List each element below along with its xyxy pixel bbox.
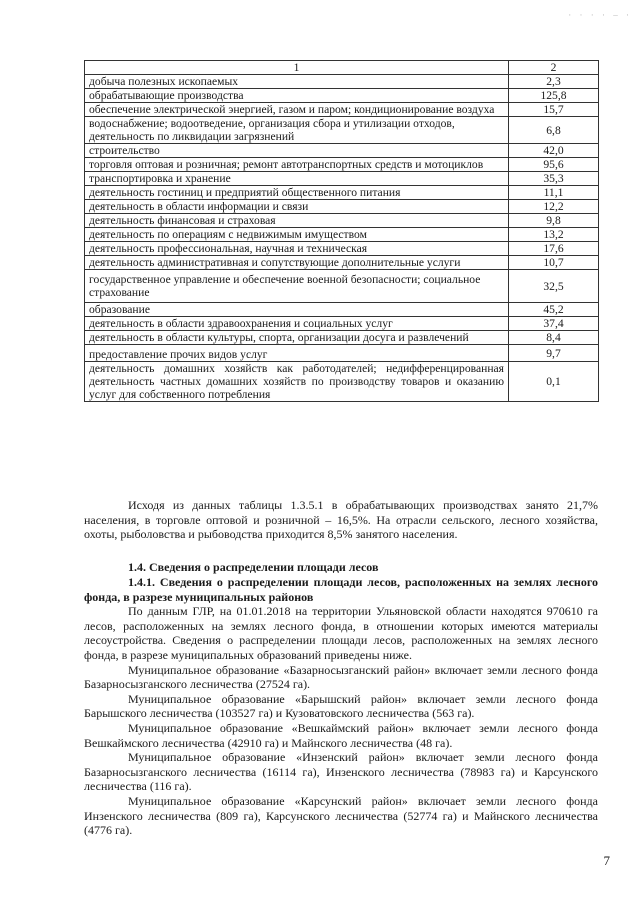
table-header-row xyxy=(85,61,599,75)
table-row xyxy=(85,362,599,402)
row-value: 17,6 xyxy=(509,242,599,256)
row-value: 45,2 xyxy=(509,303,599,317)
forest-distribution-block xyxy=(84,575,598,838)
row-label: деятельность профессиональная, научная и техническая xyxy=(85,242,509,256)
table-row xyxy=(85,200,599,214)
table-row xyxy=(85,75,599,89)
table-row xyxy=(85,186,599,200)
body-paragraph: Муниципальное образование «Инзенский район» включает земли лесного фонда Базарносызганского лесничества (16114 га), Инзенского лесничества (78983 га) и Карсунского лесничества (116 га). xyxy=(84,750,598,794)
row-label: деятельность административная и сопутствующие дополнительные услуги xyxy=(85,256,509,270)
row-value: 95,6 xyxy=(509,158,599,172)
table-row xyxy=(85,256,599,270)
body-paragraph: Муниципальное образование «Барышский район» включает земли лесного фонда Барышского лесничества (103527 га) и Кузоватовского лесничества (563 га). xyxy=(84,691,598,721)
row-value: 32,5 xyxy=(509,270,599,303)
row-value: 8,4 xyxy=(509,331,599,345)
table-header-cell: 2 xyxy=(509,61,599,75)
table-row xyxy=(85,158,599,172)
row-value: 15,7 xyxy=(509,103,599,117)
subsection-heading: 1.4.1. Сведения о распределении площади лесов, расположенных на землях лесного фонда, в разрезе муниципальных районов xyxy=(84,575,598,604)
table-row xyxy=(85,103,599,117)
row-value: 0,1 xyxy=(509,362,599,402)
table-row xyxy=(85,345,599,362)
row-value: 9,8 xyxy=(509,214,599,228)
summary-block xyxy=(84,498,598,542)
row-value: 11,1 xyxy=(509,186,599,200)
body-paragraph: Муниципальное образование «Вешкаймский район» включает земли лесного фонда Вешкаймского лесничества (42910 га) и Майнского лесничества (48 га). xyxy=(84,720,598,750)
row-value: 6,8 xyxy=(509,117,599,144)
row-label: деятельность гостиниц и предприятий общественного питания xyxy=(85,186,509,200)
table-row xyxy=(85,228,599,242)
row-label: обеспечение электрической энергией, газом и паром; кондиционирование воздуха xyxy=(85,103,509,117)
table-row xyxy=(85,242,599,256)
row-label: предоставление прочих видов услуг xyxy=(85,345,509,362)
row-label: деятельность по операциям с недвижимым имуществом xyxy=(85,228,509,242)
row-label: деятельность в области культуры, спорта, организации досуга и развлечений xyxy=(85,331,509,345)
row-label: добыча полезных ископаемых xyxy=(85,75,509,89)
page-number: 7 xyxy=(603,853,610,868)
scan-artifact: · · · · – · xyxy=(568,10,632,20)
table-header-cell: 1 xyxy=(85,61,509,75)
row-label: деятельность в области здравоохранения и социальных услуг xyxy=(85,317,509,331)
table-row xyxy=(85,331,599,345)
row-label: деятельность в области информации и связи xyxy=(85,200,509,214)
body-paragraph: Муниципальное образование «Карсунский район» включает земли лесного фонда Инзенского лесничества (809 га), Карсунского лесничества (52774 га) и Майнского лесничества (4776 га). xyxy=(84,793,598,838)
table-row xyxy=(85,317,599,331)
row-value: 35,3 xyxy=(509,172,599,186)
section-heading: 1.4. Сведения о распределении площади лесов xyxy=(128,560,379,574)
row-label: деятельность домашних хозяйств как работодателей; недифференцированная деятельность частных домашних хозяйств по производству товаров и оказанию услуг для собственного потребления xyxy=(85,362,509,402)
row-value: 125,8 xyxy=(509,89,599,103)
row-label: образование xyxy=(85,303,509,317)
body-paragraph: Муниципальное образование «Базарносызганский район» включает земли лесного фонда Базарносызганского лесничества (27524 га). xyxy=(84,662,598,692)
table-row xyxy=(85,214,599,228)
row-value: 9,7 xyxy=(509,345,599,362)
row-label: строительство xyxy=(85,144,509,158)
summary-paragraph: Исходя из данных таблицы 1.3.5.1 в обрабатывающих производствах занято 21,7% населения, в торговле оптовой и розничной – 16,5%. На отрасли сельского, лесного хозяйства, охоты, рыболовства и рыбоводства приходится 8,5% занятого населения. xyxy=(84,498,598,542)
row-label: торговля оптовая и розничная; ремонт автотранспортных средств и мотоциклов xyxy=(85,158,509,172)
table-row xyxy=(85,144,599,158)
table-row xyxy=(85,89,599,103)
row-value: 10,7 xyxy=(509,256,599,270)
row-value: 13,2 xyxy=(509,228,599,242)
row-label: транспортировка и хранение xyxy=(85,172,509,186)
row-value: 37,4 xyxy=(509,317,599,331)
table-row xyxy=(85,270,599,303)
table-row xyxy=(85,172,599,186)
row-label: государственное управление и обеспечение военной безопасности; социальное страхование xyxy=(85,270,509,303)
body-paragraph: По данным ГЛР, на 01.01.2018 на территории Ульяновской области находятся 970610 га лесов, расположенных на землях лесного фонда, в отношении которых имеются материалы лесоустройства. Сведения о распределении площади лесов, расположенных на землях лесного фонда, в разрезе муниципальных образований приведены ниже. xyxy=(84,604,598,662)
row-label: водоснабжение; водоотведение, организация сбора и утилизации отходов, деятельность по ликвидации загрязнений xyxy=(85,117,509,144)
row-value: 2,3 xyxy=(509,75,599,89)
row-label: обрабатывающие производства xyxy=(85,89,509,103)
employment-table xyxy=(84,60,599,402)
row-value: 42,0 xyxy=(509,144,599,158)
table-row xyxy=(85,117,599,144)
table-row xyxy=(85,303,599,317)
row-label: деятельность финансовая и страховая xyxy=(85,214,509,228)
row-value: 12,2 xyxy=(509,200,599,214)
